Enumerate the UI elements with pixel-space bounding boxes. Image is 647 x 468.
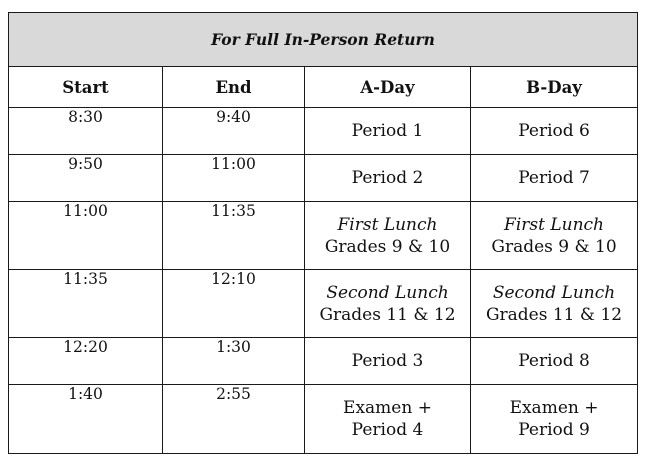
a-day-line2: Grades 11 & 12 (319, 304, 456, 325)
end-time-cell: 11:35 (163, 202, 305, 270)
b-day-line1: Second Lunch (492, 282, 616, 303)
start-time-cell: 8:30 (9, 108, 163, 155)
a-day-line1: Period 1 (351, 121, 424, 141)
a-day-line1: Period 3 (351, 351, 424, 371)
a-day-line2: Period 4 (351, 420, 424, 440)
header-row (9, 67, 638, 108)
b-day-line1: Period 6 (518, 121, 590, 141)
title-row (9, 13, 638, 67)
b-day-line2: Period 9 (518, 420, 590, 440)
end-time-cell: 12:10 (163, 270, 305, 338)
start-time-cell: 12:20 (9, 338, 163, 385)
a-day-cell (305, 385, 471, 454)
start-time-cell: 11:00 (9, 202, 163, 270)
a-day-cell (305, 270, 471, 338)
b-day-line1: First Lunch (504, 214, 605, 235)
table-row (9, 385, 638, 454)
a-day-cell (305, 202, 471, 270)
end-time-cell: 2:55 (163, 385, 305, 454)
a-day-line1: Period 2 (351, 168, 424, 188)
a-day-line1: Examen + (343, 398, 432, 418)
b-day-cell (471, 385, 638, 454)
b-day-cell (471, 270, 638, 338)
column-header-a-day: A-Day (305, 67, 471, 108)
end-time-cell: 1:30 (163, 338, 305, 385)
a-day-line1: First Lunch (337, 214, 438, 235)
start-time-cell: 1:40 (9, 385, 163, 454)
b-day-line1: Examen + (509, 398, 599, 418)
table-row (9, 202, 638, 270)
column-header-end: End (163, 67, 305, 108)
table-row (9, 338, 638, 385)
b-day-cell (471, 108, 638, 155)
column-header-b-day: B-Day (471, 67, 638, 108)
table-title: For Full In-Person Return (9, 13, 638, 67)
a-day-cell (305, 338, 471, 385)
a-day-line1: Second Lunch (326, 282, 449, 303)
column-header-start: Start (9, 67, 163, 108)
b-day-line1: Period 8 (518, 351, 590, 371)
b-day-line2: Grades 11 & 12 (485, 304, 623, 325)
b-day-line1: Period 7 (518, 168, 590, 188)
table-row (9, 108, 638, 155)
a-day-cell (305, 155, 471, 202)
table-row (9, 270, 638, 338)
start-time-cell: 9:50 (9, 155, 163, 202)
table-row (9, 155, 638, 202)
b-day-line2: Grades 9 & 10 (491, 236, 617, 257)
b-day-cell (471, 155, 638, 202)
start-time-cell: 11:35 (9, 270, 163, 338)
end-time-cell: 9:40 (163, 108, 305, 155)
a-day-cell (305, 108, 471, 155)
a-day-line2: Grades 9 & 10 (324, 236, 451, 257)
end-time-cell: 11:00 (163, 155, 305, 202)
b-day-cell (471, 202, 638, 270)
schedule-table (8, 12, 638, 454)
b-day-cell (471, 338, 638, 385)
